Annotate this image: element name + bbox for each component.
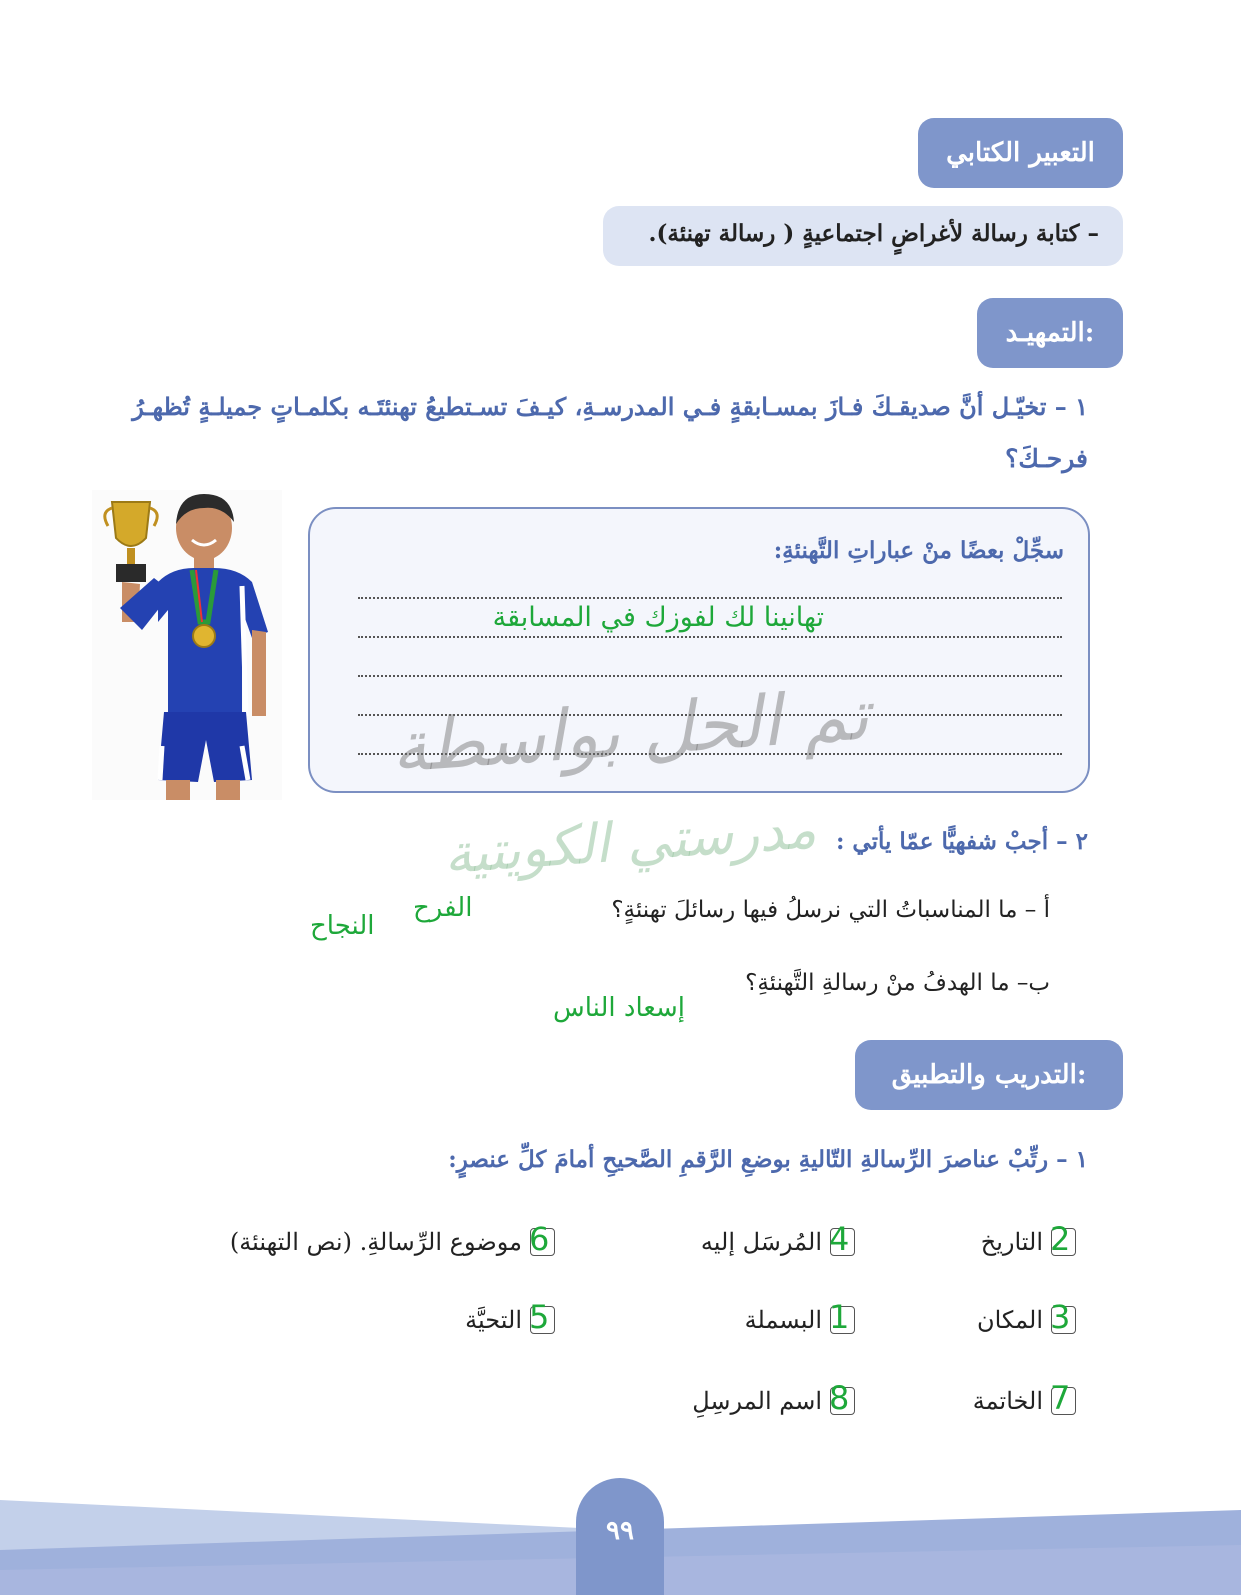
subtitle-bar xyxy=(603,206,1123,266)
intro-question-line2: فرحـكَ؟ xyxy=(1005,444,1088,473)
order-item xyxy=(972,1379,1076,1417)
order-number: 6 xyxy=(529,1220,550,1258)
order-label: اسم المرسِلِ xyxy=(692,1387,822,1415)
section-title-writing-text: التعبير الكتابي xyxy=(946,138,1095,168)
order-number: 7 xyxy=(1050,1379,1071,1417)
order-number-box[interactable] xyxy=(829,1379,855,1417)
order-item xyxy=(980,1220,1076,1258)
section-title-intro-text: التمهيـد: xyxy=(1005,318,1095,348)
order-number-box[interactable] xyxy=(1050,1298,1076,1336)
oral-question-b: ب– ما الهدفُ منْ رسالةِ التَّهنئةِ؟ xyxy=(745,970,1050,996)
order-number-box[interactable] xyxy=(529,1298,555,1336)
oral-answer-b: إسعاد الناس xyxy=(553,993,685,1023)
oral-question-a: أ – ما المناسباتُ التي نرسلُ فيها رسائلَ تهنئةٍ؟ xyxy=(611,897,1050,923)
section-title-training-text: التدريب والتطبيق: xyxy=(891,1060,1087,1090)
order-item xyxy=(692,1379,855,1417)
order-number-box[interactable] xyxy=(829,1220,855,1258)
section-title-writing xyxy=(918,118,1123,188)
order-label: البسملة xyxy=(744,1306,822,1334)
oral-answer-a2: النجاح xyxy=(310,911,375,941)
order-item xyxy=(700,1220,855,1258)
order-label: التحيَّة xyxy=(465,1306,522,1334)
order-label: موضوع الرِّسالةِ. (نص التهنئة) xyxy=(229,1228,522,1256)
order-number-box[interactable] xyxy=(829,1298,855,1336)
order-number: 8 xyxy=(829,1379,850,1417)
phrases-box-title: سجِّلْ بعضًا منْ عباراتِ التَّهنئةِ: xyxy=(773,537,1064,564)
order-number: 4 xyxy=(829,1220,850,1258)
subtitle-text: – كتابة رسالة لأغراضٍ اجتماعيةٍ ( رسالة تهنئة). xyxy=(648,220,1099,247)
order-item xyxy=(465,1298,555,1336)
order-number-box[interactable] xyxy=(1050,1379,1076,1417)
order-label: المُرسَل إليه xyxy=(700,1228,822,1256)
order-label: الخاتمة xyxy=(972,1387,1043,1415)
order-number-box[interactable] xyxy=(1050,1220,1076,1258)
watermark-line1: تم الحل بواسطة xyxy=(388,673,872,789)
order-number: 5 xyxy=(529,1298,550,1336)
dotted-line xyxy=(358,675,1062,677)
order-label: المكان xyxy=(976,1306,1043,1334)
watermark-line2: مدرستي الكويتية xyxy=(441,797,819,886)
order-item xyxy=(744,1298,855,1336)
order-item xyxy=(976,1298,1076,1336)
page-number-tab xyxy=(576,1478,664,1595)
order-number: 3 xyxy=(1050,1298,1071,1336)
order-item xyxy=(229,1220,555,1258)
order-label: التاريخ xyxy=(980,1228,1043,1256)
oral-title: ٢ – أجبْ شفهيًّا عمّا يأتي : xyxy=(835,828,1088,855)
section-title-training xyxy=(855,1040,1123,1110)
order-number: 2 xyxy=(1050,1220,1071,1258)
order-number: 1 xyxy=(829,1298,850,1336)
phrases-box-answer: تهانينا لك لفوزك في المسابقة xyxy=(492,602,824,633)
intro-question-line1: ١ – تخيّـل أنَّ صديقـكَ فـازَ بمسـابقةٍ فـي المدرسـةِ، كيـفَ تسـتطيعُ تهنئتَـه بكلمـاتٍ جميلـةٍ تُظهـرُ xyxy=(132,392,1088,421)
order-title: ١ – رتِّبْ عناصرَ الرِّسالةِ التّاليةِ بوضعِ الرَّقمِ الصَّحيحِ أمامَ كلِّ عنصرٍ: xyxy=(448,1146,1088,1173)
page-number: ٩٩ xyxy=(606,1515,634,1546)
dotted-line xyxy=(358,597,1062,599)
section-title-intro xyxy=(977,298,1123,368)
oral-answer-a1: الفرح xyxy=(413,893,473,923)
boy-trophy-illustration xyxy=(92,490,282,800)
order-number-box[interactable] xyxy=(529,1220,555,1258)
dotted-line xyxy=(358,636,1062,638)
